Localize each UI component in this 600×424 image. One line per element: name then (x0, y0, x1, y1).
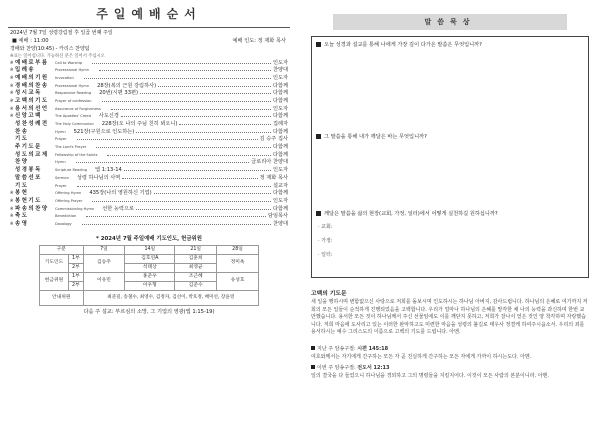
verse-label: 지난 주 암송구절: (317, 345, 356, 352)
table-cell: 홍준우 (125, 273, 175, 282)
order-name: 성도의교제 (15, 151, 49, 158)
place-work: · 일터: (318, 252, 333, 258)
order-content: 435장(나의 영원하신 기업) (89, 190, 152, 197)
order-name: 봉헌기도 (15, 197, 42, 204)
leader-dots (154, 191, 271, 194)
order-item (10, 168, 288, 176)
table-cell: 김호연A (125, 255, 175, 264)
duty-table (39, 245, 259, 306)
table-cell: 최영균 (175, 264, 217, 273)
verse-heading (311, 346, 589, 354)
verse-heading (311, 365, 589, 373)
page-title: 주일예배순서 (96, 7, 202, 21)
standing-mark: ※ (10, 213, 14, 219)
standing-mark: ※ (10, 59, 14, 65)
standing-mark: ※ (10, 190, 14, 196)
order-name: 신앙고백 (15, 113, 42, 120)
praise-line: 경배와 찬양(10:45) - 카리스 찬양팀 (10, 46, 90, 53)
table-cell: 이우형 (125, 282, 175, 291)
order-name: 기도 (15, 182, 29, 189)
leader-dots (111, 107, 271, 110)
verse-label: 이번 주 암송구절: (317, 365, 356, 372)
table-cell: 2부 (69, 282, 83, 291)
standing-mark: ※ (10, 67, 14, 73)
table-cell: 유성호 (217, 273, 259, 291)
question-box (311, 36, 589, 278)
order-english: Doxology (55, 221, 72, 226)
table-cell: 김승주 (83, 255, 125, 273)
order-english: Offering Prayer (55, 198, 83, 203)
order-name: 송영 (15, 220, 29, 227)
leader-dots (124, 168, 271, 171)
table-row (40, 291, 259, 306)
divider (8, 27, 290, 28)
order-item (10, 214, 288, 222)
order-english: Scripture Reading (55, 168, 88, 173)
prayer-title: 고백의 기도문 (311, 291, 347, 297)
order-name: 입례송 (15, 67, 36, 74)
order-item (10, 145, 288, 153)
order-leader: 인도자 (272, 197, 288, 204)
order-leader: 인도자 (272, 59, 288, 66)
order-leader: 인도자 (272, 74, 288, 81)
order-item (10, 176, 288, 184)
leader-dots (136, 130, 271, 133)
order-item (10, 130, 288, 138)
order-item (10, 207, 288, 215)
order-english: Offering Hymn (55, 191, 82, 196)
order-english: Benediction (55, 214, 77, 219)
leader-dots (92, 61, 271, 64)
table-cell: 김훈희 (175, 255, 217, 264)
worship-time: ■ 예배 : 11:00 (12, 38, 49, 44)
order-item (10, 222, 288, 230)
leader-dots (76, 160, 250, 163)
leader-dots (140, 91, 271, 94)
verse-text: 여호와께서는 자기에게 간구하는 모든 자 곧 진실하게 간구하는 모든 자에게 가까이 하시는도다. 아멘. (311, 353, 532, 360)
question-1 (316, 41, 482, 48)
order-content: 20번(시편 33편) (99, 90, 139, 97)
order-leader: 다함께 (272, 190, 288, 197)
order-item (10, 68, 288, 76)
table-cell: 기도인도 (40, 255, 69, 273)
order-english: Assurance of Forgiveness (55, 106, 101, 111)
verse-ref: 전도서 12:13 (357, 365, 390, 372)
order-leader: 설교자 (272, 182, 288, 189)
leader-dots (96, 145, 271, 148)
order-name: 찬송 (15, 128, 29, 135)
leader-dots (121, 114, 271, 117)
order-leader: 인도자 (272, 105, 288, 112)
meditation-title: 말씀묵상 (333, 14, 567, 30)
order-english: Processional Hymn (55, 83, 90, 88)
order-english: Processional Hymn (55, 68, 90, 73)
worship-leader: 예배 인도: 정 재화 목사 (232, 38, 286, 44)
order-leader: 다함께 (272, 151, 288, 158)
order-leader: 정 재화 목사 (259, 174, 288, 181)
verse-text: 일의 결국을 다 들었으니 하나님을 경외하고 그의 명령들을 지킬지어다. 이것이 모든 사람의 본분이니라. 아멘. (311, 372, 549, 379)
order-item (10, 191, 288, 199)
table-cell: 최준길, 송철수, 최영수, 김정자, 김선이, 박호정, 배미선, 장윤영 (83, 291, 258, 306)
order-english: Sermon (55, 175, 69, 180)
last-week-verse (311, 346, 589, 361)
order-item (10, 160, 288, 168)
order-leader: 김 승주 집사 (259, 136, 288, 143)
place-church: · 교회: (318, 224, 333, 230)
question-text: 그 말씀을 통해 내가 깨달은 바는 무엇입니까? (324, 134, 427, 140)
square-bullet-icon (316, 42, 321, 47)
duty-title: * 2024년 7월 주일예배 기도인도, 헌금위원 (96, 235, 202, 242)
order-item (10, 99, 288, 107)
square-bullet-icon (316, 211, 321, 216)
standing-note: ※표는 일어섭니다. 가능하신 분은 일어서 주십시오 (10, 54, 105, 60)
table-cell: 헌금위원 (40, 273, 69, 291)
standing-mark: ※ (10, 82, 14, 88)
table-row (40, 246, 259, 255)
order-leader: 다함께 (272, 82, 288, 89)
table-cell: 1부 (69, 255, 83, 264)
table-cell: 정미옥 (217, 255, 259, 273)
leader-dots (107, 153, 270, 156)
order-item (10, 84, 288, 92)
order-item (10, 91, 288, 99)
order-name: 기도 (15, 136, 29, 143)
order-leader: 찬양대 (272, 220, 288, 227)
order-content: 선한 능력으로 (102, 205, 134, 212)
order-leader: 다함께 (272, 113, 288, 120)
order-item (10, 107, 288, 115)
order-english: Commissioning Hymn (55, 206, 95, 211)
standing-mark: ※ (10, 220, 14, 226)
order-name: 성찬성례전 (15, 121, 49, 127)
order-item (10, 199, 288, 207)
next-sermon: 다음 주 설교: 부르심의 소망, 그 기업의 영광(엡 1:15-19) (83, 309, 215, 316)
leader-dots (92, 199, 271, 202)
leader-dots (179, 122, 271, 125)
leader-dots (77, 137, 258, 140)
table-cell: 석태상 (125, 264, 175, 273)
leader-dots (136, 207, 271, 210)
table-header: 14일 (125, 246, 175, 255)
order-english: Responsive Reading (55, 91, 92, 96)
standing-mark: ※ (10, 74, 14, 80)
worship-meta (4, 38, 294, 45)
order-leader: 다함께 (272, 90, 288, 97)
question-2 (316, 133, 427, 140)
order-english: Fellowship of the Saints (55, 152, 98, 157)
order-name: 예배로부름 (15, 59, 49, 66)
order-item (10, 137, 288, 145)
order-english: Hymn (55, 129, 66, 134)
order-leader: 다함께 (272, 144, 288, 151)
standing-mark: ※ (10, 205, 14, 211)
order-item (10, 122, 288, 130)
table-row (40, 273, 259, 282)
table-header: 28일 (217, 246, 259, 255)
leader-dots (122, 176, 257, 179)
order-name: 말씀선포 (15, 174, 42, 181)
leader-dots (82, 222, 271, 225)
order-item (10, 61, 288, 69)
standing-mark: ※ (10, 90, 14, 96)
order-english: Prayer of confession (55, 98, 92, 103)
standing-mark: ※ (10, 97, 14, 103)
order-name: 성경봉독 (15, 167, 42, 174)
leader-dots (99, 68, 271, 71)
leader-dots (84, 76, 271, 79)
question-text: 오늘 성경과 설교를 통해 나에게 가장 깊이 다가온 말씀은 무엇입니까? (324, 42, 482, 48)
order-english: Invocation (55, 75, 74, 80)
square-bullet-icon (311, 365, 315, 369)
order-name: 용서의선언 (15, 105, 49, 112)
meditation-panel (303, 2, 597, 422)
table-cell: 1부 (69, 273, 83, 282)
order-name: 주기도문 (15, 144, 42, 151)
square-bullet-icon (311, 346, 315, 350)
order-english: Hymn (55, 160, 66, 165)
order-name: 고백의기도 (15, 97, 49, 104)
order-name: 경배의찬송 (15, 82, 49, 89)
table-cell: 이유민 (83, 273, 125, 291)
order-content: 228장(오 나의 주님 친히 뵈오니) (101, 121, 178, 127)
order-leader: 글로리아 찬양대 (251, 159, 288, 166)
table-header: 7일 (83, 246, 125, 255)
leader-dots (86, 214, 266, 217)
order-english: The Apostles' Creed (55, 114, 91, 119)
order-content: 28장(복의 근원 강림하사) (97, 82, 157, 89)
table-cell: 2부 (69, 264, 83, 273)
order-list (4, 61, 294, 230)
leader-dots (158, 84, 271, 87)
order-english: The Lord's Prayer (55, 145, 87, 150)
order-content: 엡 1:13-14 (95, 167, 122, 174)
standing-mark: ※ (10, 113, 14, 119)
order-content: 521장(구원으로 인도하는) (73, 128, 135, 135)
leader-dots (102, 99, 271, 102)
place-home: · 가정: (318, 238, 333, 244)
square-bullet-icon (316, 134, 321, 139)
leader-dots (77, 184, 271, 187)
order-name: 예배의기원 (15, 74, 49, 81)
date-line: 2024년 7월 7일 성령강림절 후 일곱 번째 주일 (10, 30, 113, 36)
table-cell: 김준수 (175, 282, 217, 291)
question-text: 깨달은 말씀을 삶의 현장(교회, 가정, 일터)에서 어떻게 실천하길 원하십니까? (324, 211, 498, 217)
order-leader: 집례자 (272, 121, 288, 127)
order-content: 성령 하나님의 사역 (76, 174, 121, 181)
places-list (318, 220, 333, 262)
order-item (10, 153, 288, 161)
table-cell: 안내위원 (40, 291, 84, 306)
prayer-text: 새 일을 행하시며 변함없으신 사랑으로 저희를 돌보시며 인도하시는 하나님 아버지, 감사드립니다. 하나님의 은혜로 여기까지 저희의 모든 일들이 순적하게 진행되었음을 고백합니다. 우리가 얼마나 하나님의 은혜를 망각한 채 나의 능력을 과신하며 한번 교만했습니다. 용서한 모든 것이 하나님께서 주신 선물임에도 이를 깨닫지 못하고, 저희가 잘나서 얻은 것인 양 착각하며 자랑했습니다. 저희 마음에 도사리고 있는 이러한 완악하고도 미련한 마음을 성령의 불길로 태우사 정결케 하여주시옵소서. 우리의 죄를 용서하시는 예수 그리스도의 이름으로 고백의 기도를 드립니다. 아멘. (311, 299, 588, 336)
confession-prayer (311, 288, 589, 337)
table-row (40, 255, 259, 264)
order-leader: 인도자 (272, 167, 288, 174)
worship-order-panel (4, 2, 294, 422)
standing-mark: ※ (10, 105, 14, 111)
order-english: The Holy Communion (55, 122, 94, 126)
order-english: Prayer (55, 183, 67, 188)
order-leader: 담임목사 (267, 213, 288, 220)
order-leader: 다함께 (272, 97, 288, 104)
order-leader: 다함께 (272, 205, 288, 212)
order-name: 성시교독 (15, 90, 42, 97)
order-english: Call to Worship (55, 60, 83, 65)
order-name: 파송의찬양 (15, 205, 49, 212)
order-leader: 다함께 (272, 128, 288, 135)
this-week-verse (311, 365, 589, 380)
order-english: Prayer (55, 137, 67, 142)
order-leader: 찬양대 (272, 67, 288, 74)
standing-mark: ※ (10, 197, 14, 203)
order-name: 찬양 (15, 159, 29, 166)
table-header: 구분 (40, 246, 84, 255)
question-3 (316, 210, 498, 217)
order-name: 봉헌 (15, 190, 29, 197)
table-cell: 조근혜 (175, 273, 217, 282)
order-content: 사도신경 (98, 113, 119, 120)
table-header: 21일 (175, 246, 217, 255)
order-name: 축도 (15, 213, 29, 220)
verse-ref: 시편 145:18 (357, 345, 389, 352)
